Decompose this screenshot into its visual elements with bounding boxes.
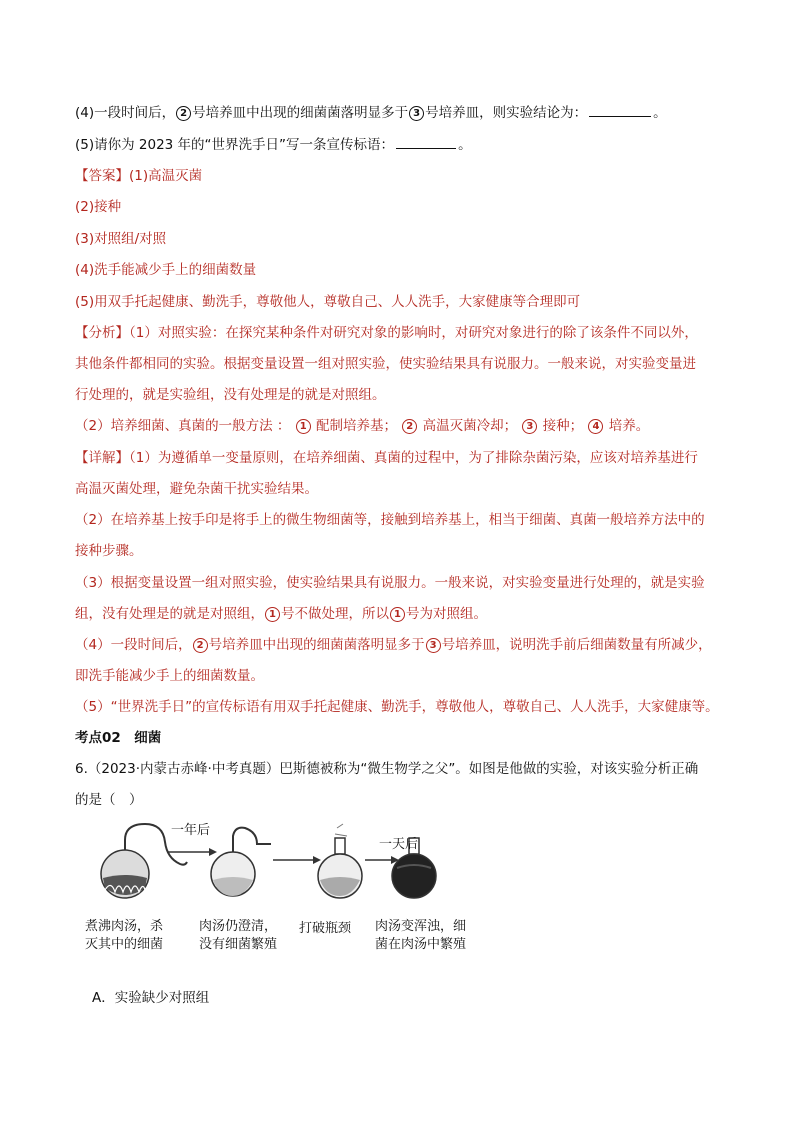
answer-line-3: (3)对照组/对照 bbox=[75, 231, 167, 247]
arrow-label-1: 一年后 bbox=[171, 823, 211, 838]
circled-number: 1 bbox=[390, 607, 405, 622]
section-title: 考点02 细菌 bbox=[75, 730, 162, 746]
analysis-line-1: 【分析】（1）对照实验：在探究某种条件对研究对象的影响时，对研究对象进行的除了该条件不同以外， bbox=[75, 325, 698, 341]
flask-broken-neck-icon bbox=[318, 824, 362, 898]
option-a: A．实验缺少对照组 bbox=[92, 990, 210, 1006]
circled-number: 2 bbox=[176, 106, 191, 121]
detail-line-8: 即洗手能减少手上的细菌数量。 bbox=[75, 668, 264, 684]
caption-2: 肉汤仍澄清， 没有细菌繁殖 bbox=[199, 919, 278, 952]
detail-line-1: 【详解】（1）为遵循单一变量原则，在培养细菌、真菌的过程中，为了排除杂菌污染，应该对培养基进行 bbox=[75, 450, 698, 466]
question-6-line-1: 6.（2023·内蒙古赤峰·中考真题）巴斯德被称为“微生物学之父”。如图是他做的实验，对该实验分析正确 bbox=[75, 761, 699, 777]
detail-line-9: （5）“世界洗手日”的宣传标语有用双手托起健康、勤洗手，尊敬他人，尊敬自己、人人洗手，大家健康等。 bbox=[75, 699, 719, 715]
caption-4: 肉汤变浑浊，细 菌在肉汤中繁殖 bbox=[375, 919, 467, 952]
question-4: (4)一段时间后， 2 号培养皿中出现的细菌菌落明显多于 3 号培养皿，则实验结论为： 。 bbox=[75, 105, 667, 121]
answer-blank bbox=[396, 136, 456, 149]
analysis-line-4: （2）培养细菌、真菌的一般方法 ： 1 配制培养基； 2 高温灭菌冷却； 3 接种； 4 培养。 bbox=[75, 418, 650, 434]
flask-clear-icon bbox=[211, 828, 271, 896]
circled-number: 4 bbox=[588, 419, 603, 434]
circled-number: 3 bbox=[522, 419, 537, 434]
question-5: (5)请你为 2023 年的“世界洗手日”写一条宣传标语： 。 bbox=[75, 137, 472, 153]
circled-number: 2 bbox=[402, 419, 417, 434]
circled-number: 3 bbox=[409, 106, 424, 121]
detail-tag: 【详解】 bbox=[75, 450, 129, 466]
answer-line-5: (5)用双手托起健康、勤洗手，尊敬他人，尊敬自己、人人洗手，大家健康等合理即可 bbox=[75, 294, 581, 310]
pasteur-experiment-figure bbox=[85, 822, 485, 962]
analysis-line-2: 其他条件都相同的实验。根据变量设置一组对照实验，使实验结果具有说服力。一般来说，对实验变量进 bbox=[75, 356, 696, 372]
detail-line-6: 组，没有处理是的就是对照组， 1 号不做处理，所以 1 号为对照组。 bbox=[75, 606, 487, 622]
answer-tag: 【答案】 bbox=[75, 168, 129, 184]
detail-line-2: 高温灭菌处理，避免杂菌干扰实验结果。 bbox=[75, 481, 318, 497]
detail-line-4: 接种步骤。 bbox=[75, 543, 143, 559]
circled-number: 1 bbox=[296, 419, 311, 434]
figure-drawing bbox=[85, 822, 485, 902]
caption-3: 打破瓶颈 bbox=[299, 921, 352, 936]
caption-1: 煮沸肉汤，杀 灭其中的细菌 bbox=[85, 919, 164, 952]
answer-line-1: 【答案】(1)高温灭菌 bbox=[75, 168, 203, 184]
circled-number: 2 bbox=[193, 638, 208, 653]
answer-line-4: (4)洗手能减少手上的细菌数量 bbox=[75, 262, 257, 278]
detail-line-3: （2）在培养基上按手印是将手上的微生物细菌等，接触到培养基上，相当于细菌、真菌一般培养方法中的 bbox=[75, 512, 705, 528]
detail-line-7: （4）一段时间后， 2 号培养皿中出现的细菌菌落明显多于 3 号培养皿，说明洗手前后细菌数量有所减少， bbox=[75, 637, 712, 653]
detail-line-5: （3）根据变量设置一组对照实验，使实验结果具有说服力。一般来说，对实验变量进行处理的，就是实验 bbox=[75, 575, 705, 591]
question-6-line-2: 的是（ ） bbox=[75, 792, 143, 808]
analysis-line-3: 行处理的，就是实验组，没有处理是的就是对照组。 bbox=[75, 387, 386, 403]
circled-number: 1 bbox=[265, 607, 280, 622]
answer-line-2: (2)接种 bbox=[75, 199, 122, 215]
answer-blank bbox=[589, 104, 651, 117]
analysis-tag: 【分析】 bbox=[75, 325, 129, 341]
circled-number: 3 bbox=[426, 638, 441, 653]
arrow-label-2: 一天后 bbox=[379, 837, 419, 852]
